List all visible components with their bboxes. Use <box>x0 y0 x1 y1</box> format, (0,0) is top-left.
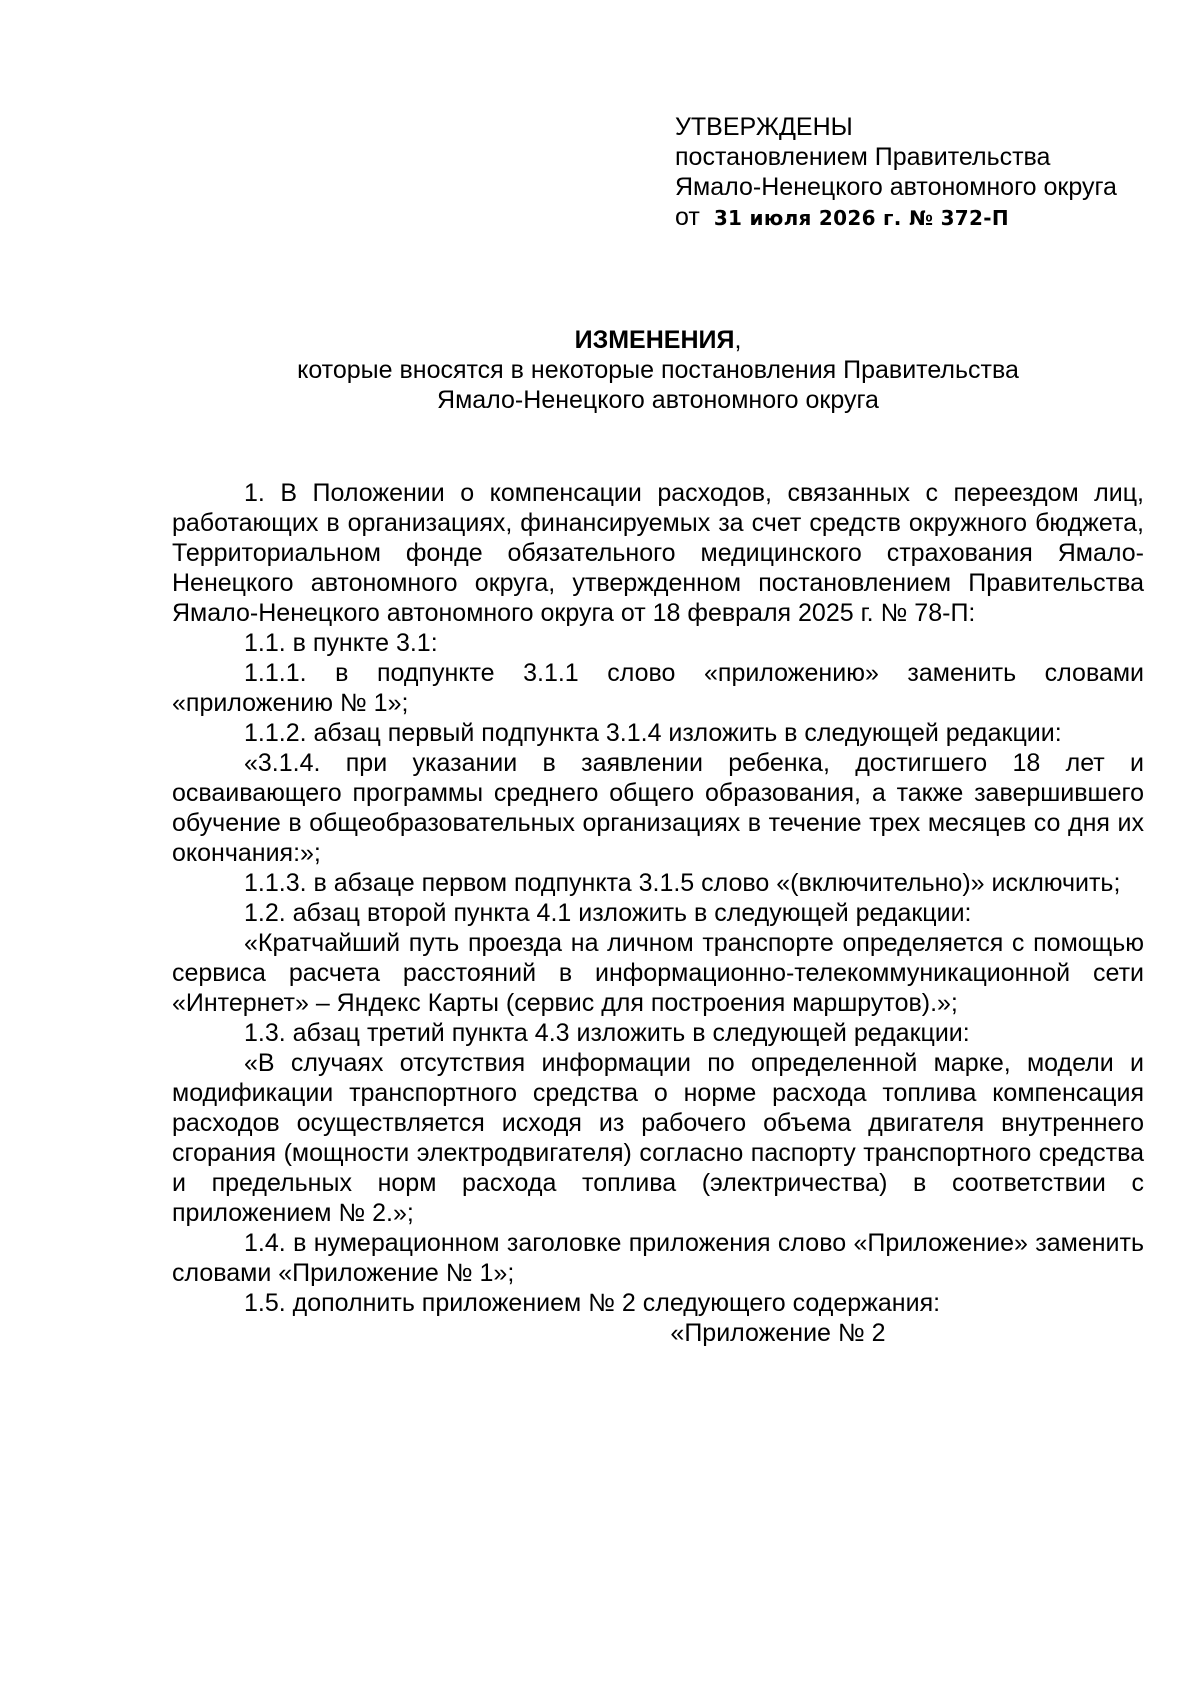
quote-3-1-4: «3.1.4. при указании в заявлении ребенка, достигшего 18 лет и осваивающего программы среднего общего образования, а также завершившего обучение в общеобразовательных организациях в течение трех месяцев со дня их окончания:»; <box>172 749 1144 867</box>
title-heading-line <box>172 325 1144 355</box>
document-body <box>172 478 1144 1348</box>
approval-line-1: постановлением Правительства <box>675 143 1051 171</box>
paragraph-1: 1. В Положении о компенсации расходов, связанных с переездом лиц, работающих в организациях, финансируемых за счет средств окружного бюджета, Территориальном фонде обязательного медицинского страхования Ямало-Ненецкого автономного округа, утвержденном постановлением Правительства Ямало-Ненецкого автономного округа от 18 февраля 2025 г. № 78-П: <box>172 479 1144 627</box>
approval-date-line <box>675 202 1155 233</box>
title-subtitle-2: Ямало-Ненецкого автономного округа <box>437 386 879 414</box>
quote-4-3: «В случаях отсутствия информации по определенной марке, модели и модификации транспортного средства о норме расхода топлива компенсация расходов осуществляется исходя из рабочего объема двигателя внутреннего сгорания (мощности электродвигателя) согласно паспорту транспортного средства и предельных норм расхода топлива (электричества) в соответствии с приложением № 2.»; <box>172 1049 1144 1227</box>
paragraph-1-1-1: 1.1.1. в подпункте 3.1.1 слово «приложению» заменить словами «приложению № 1»; <box>172 659 1144 717</box>
appendix-label: «Приложение № 2 <box>670 1319 886 1347</box>
approved-label: УТВЕРЖДЕНЫ <box>675 113 853 141</box>
paragraph-1-2: 1.2. абзац второй пункта 4.1 изложить в следующей редакции: <box>244 899 972 927</box>
approval-date-prefix: от <box>675 203 700 231</box>
quote-4-1: «Кратчайший путь проезда на личном транспорте определяется с помощью сервиса расчета расстояний в информационно-телекоммуникационной сети «Интернет» – Яндекс Карты (сервис для построения маршрутов).»; <box>172 929 1144 1017</box>
paragraph-1-1-3: 1.1.3. в абзаце первом подпункта 3.1.5 слово «(включительно)» исключить; <box>244 869 1121 897</box>
title-heading: ИЗМЕНЕНИЯ <box>574 326 735 354</box>
title-heading-suffix: , <box>734 326 742 354</box>
approval-line-2: Ямало-Ненецкого автономного округа <box>675 173 1117 201</box>
document-title <box>172 325 1144 415</box>
paragraph-1-5: 1.5. дополнить приложением № 2 следующего содержания: <box>244 1289 941 1317</box>
paragraph-1-1-2: 1.1.2. абзац первый подпункта 3.1.4 изложить в следующей редакции: <box>244 719 1062 747</box>
paragraph-1-3: 1.3. абзац третий пункта 4.3 изложить в следующей редакции: <box>244 1019 970 1047</box>
approval-date-value: 31 июля 2026 г. № 372-П <box>713 206 1009 230</box>
approval-stamp <box>675 112 1155 233</box>
title-subtitle-1: которые вносятся в некоторые постановления Правительства <box>297 356 1019 384</box>
paragraph-1-4: 1.4. в нумерационном заголовке приложения слово «Приложение» заменить словами «Приложение № 1»; <box>172 1229 1144 1287</box>
paragraph-1-1: 1.1. в пункте 3.1: <box>244 629 438 657</box>
